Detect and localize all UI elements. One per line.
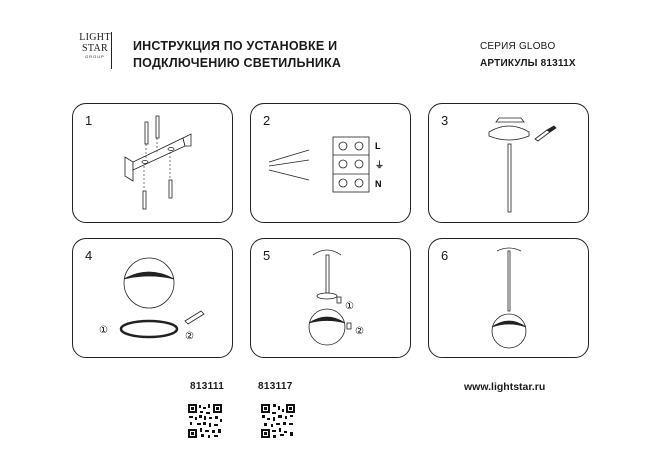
title-line-2: ПОДКЛЮЧЕНИЮ СВЕТИЛЬНИКА [133, 56, 342, 70]
terminal-screw [355, 142, 363, 150]
article-code-2: 813117 [258, 381, 293, 392]
article-range: АРТИКУЛЫ 81311X [480, 58, 576, 69]
step-5-panel [250, 238, 411, 358]
step-number: 1 [85, 113, 93, 128]
mark-2: ② [355, 326, 364, 337]
suspension-rod [508, 144, 511, 212]
step-number: 3 [441, 113, 449, 128]
fixing-ring [121, 321, 177, 337]
wire-label-l: L [375, 141, 381, 151]
wire-label-ground: ⏚ [375, 160, 385, 170]
suspension-rod [508, 251, 510, 311]
canopy [489, 126, 529, 140]
bracket-hole [168, 148, 174, 151]
bracket-right-leg [183, 134, 191, 146]
screw-icon [145, 122, 148, 144]
website-link[interactable]: www.lightstar.ru [464, 381, 546, 393]
screwdriver-icon [535, 130, 550, 141]
mark-1: ① [345, 301, 354, 312]
document-title [133, 38, 341, 72]
terminal-screw [355, 179, 363, 187]
screw-icon [169, 180, 172, 198]
suspension-rod [326, 255, 329, 293]
terminal-screw [339, 179, 347, 187]
wiring-illustration [251, 104, 412, 224]
bracket-body [133, 138, 185, 170]
screw-icon [156, 116, 159, 138]
ceiling-bracket [496, 118, 524, 122]
lamp-installation-illustration [251, 239, 412, 359]
finished-lamp-illustration [429, 239, 590, 359]
glass-globe [124, 258, 174, 308]
glass-globe [492, 314, 526, 348]
screw-icon [337, 297, 341, 303]
step-1-panel [72, 103, 233, 223]
qr-code-icon [187, 403, 223, 439]
wire-label-n: N [375, 179, 382, 189]
logo-line-3: GROUP [85, 54, 105, 59]
logo-line-2: STAR [82, 43, 108, 54]
brand-logo [79, 32, 112, 69]
step-2-panel [250, 103, 411, 223]
step-number: 5 [263, 248, 271, 263]
terminal-block [333, 137, 369, 192]
series-info [480, 38, 576, 72]
bracket-left-leg [125, 157, 133, 181]
logo-line-1: LIGHT [79, 32, 111, 43]
screw-icon [347, 323, 351, 329]
step-number: 2 [263, 113, 271, 128]
mark-2: ② [185, 331, 194, 342]
series-name: СЕРИЯ GLOBO [480, 41, 556, 52]
terminal-screw [339, 160, 347, 168]
step-number: 4 [85, 248, 93, 263]
globe-assembly-illustration [73, 239, 234, 359]
qr-code-icon [260, 403, 296, 439]
step-number: 6 [441, 248, 449, 263]
terminal-screw [339, 142, 347, 150]
terminal-screw [355, 160, 363, 168]
step-3-panel [428, 103, 589, 223]
step-4-panel [72, 238, 233, 358]
article-code-1: 813111 [190, 381, 225, 392]
mark-1: ① [99, 325, 108, 336]
step-6-panel [428, 238, 589, 358]
bracket-mounting-illustration [73, 104, 234, 224]
screwdriver-icon [185, 311, 204, 324]
canopy-illustration [429, 104, 590, 224]
glass-globe [309, 309, 345, 345]
screw-icon [143, 191, 146, 209]
canopy [497, 248, 521, 251]
title-line-1: ИНСТРУКЦИЯ ПО УСТАНОВКЕ И [133, 39, 338, 53]
bracket-hole [142, 161, 148, 164]
